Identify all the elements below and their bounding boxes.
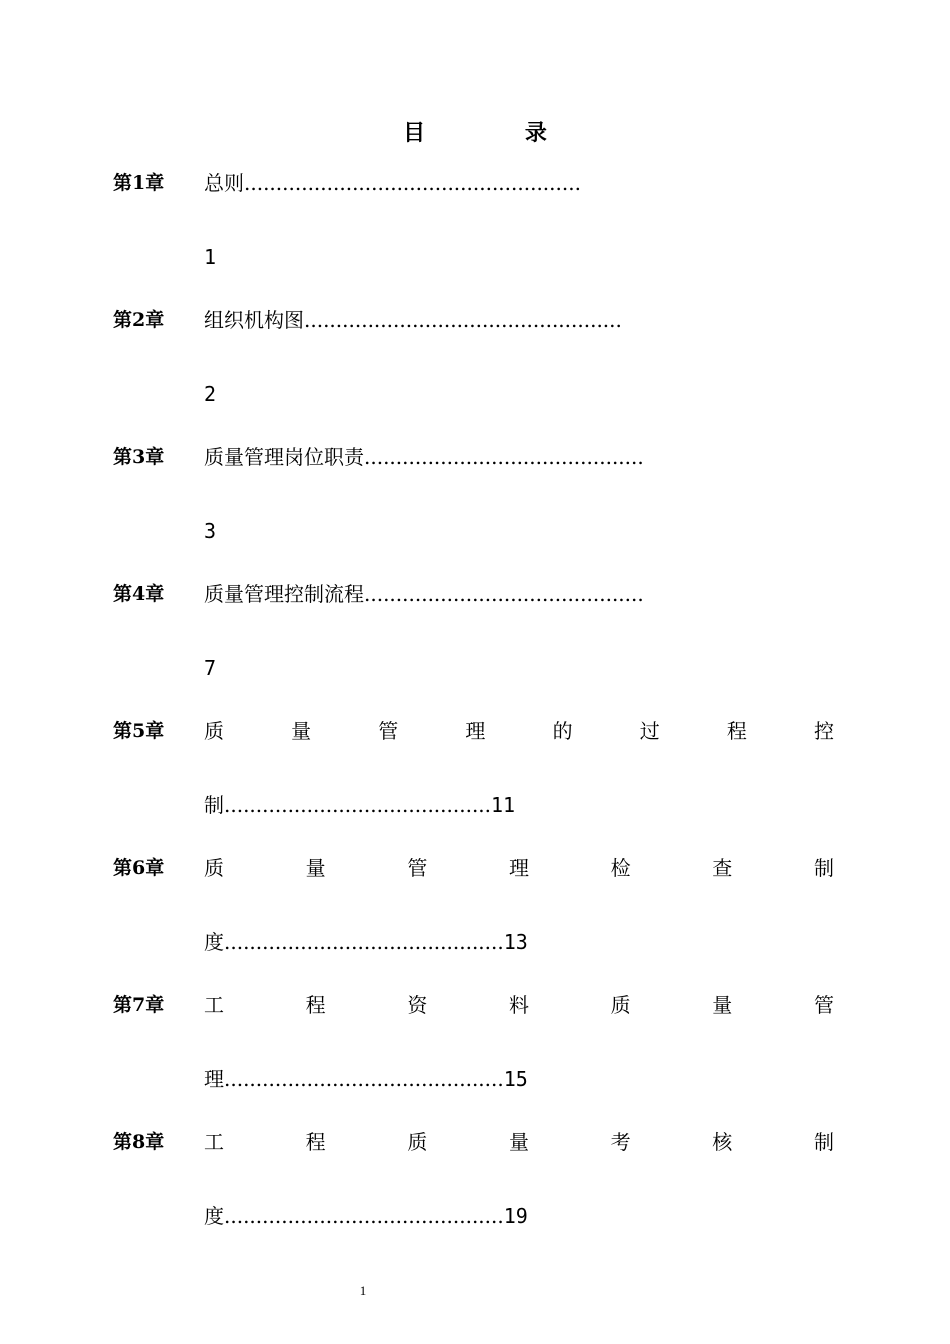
toc-entry-page-line <box>204 244 216 270</box>
chapter-number: 第3章 <box>113 446 165 468</box>
toc-entry-title <box>204 307 842 333</box>
leader-dots: ..................................................... <box>244 171 581 195</box>
toc-entry[interactable] <box>0 855 950 995</box>
toc-entry-page-line <box>204 655 216 681</box>
chapter-number: 第6章 <box>113 857 165 879</box>
chapter-number: 第5章 <box>113 720 165 742</box>
title-text: 总则 <box>204 171 244 195</box>
title-char: 制 <box>813 856 834 880</box>
title-char: 过 <box>639 719 660 743</box>
entry-page-number: 2 <box>204 382 217 406</box>
entry-page-number: 3 <box>204 519 217 543</box>
title-char: 量 <box>291 719 312 743</box>
chapter-number: 第1章 <box>113 172 165 194</box>
toc-entry-page-line <box>204 518 216 544</box>
title-char: 核 <box>712 1130 733 1154</box>
chapter-number: 第2章 <box>113 309 165 331</box>
title-char: 检 <box>610 856 631 880</box>
leader-dots: .................................................. <box>304 308 622 332</box>
leader-dots: ............................................ <box>364 445 644 469</box>
title-char: 量 <box>508 1130 529 1154</box>
toc-entry[interactable] <box>0 1129 950 1269</box>
toc-entry-title <box>204 170 842 196</box>
toc-entry[interactable] <box>0 444 950 584</box>
leader-dots: ............................................ <box>224 1067 504 1091</box>
toc-entry-title <box>204 1129 834 1155</box>
title-char: 管 <box>378 719 399 743</box>
toc-entry-page-line <box>204 929 528 955</box>
toc-entry-page-line <box>204 1066 528 1092</box>
toc-entry-title <box>204 855 834 881</box>
title-char: 质 <box>204 856 224 880</box>
title-char: 程 <box>726 719 747 743</box>
title-char: 质 <box>407 1130 428 1154</box>
title-char: 料 <box>508 993 529 1017</box>
title-text: 质量管理控制流程 <box>204 582 364 606</box>
title-char: 量 <box>712 993 733 1017</box>
toc-entry[interactable] <box>0 992 950 1132</box>
title-char: 量 <box>305 856 326 880</box>
title-char: 度 <box>204 930 224 954</box>
toc-entry-title <box>204 718 834 744</box>
toc-entry-page-line <box>204 1203 528 1229</box>
title-char: 的 <box>552 719 573 743</box>
leader-dots: ............................................ <box>224 1204 504 1228</box>
title-char: 理 <box>508 856 529 880</box>
title-char: 控 <box>813 719 834 743</box>
title-char: 制 <box>813 1130 834 1154</box>
chapter-number: 第8章 <box>113 1131 165 1153</box>
title-char: 程 <box>305 1130 326 1154</box>
entry-page-number: 11 <box>491 793 516 817</box>
entry-page-number: 1 <box>204 245 217 269</box>
title-char: 工 <box>204 993 224 1017</box>
title-char: 工 <box>204 1130 224 1154</box>
toc-entry-page-line <box>204 792 515 818</box>
title-text: 质量管理岗位职责 <box>204 445 364 469</box>
entry-page-number: 15 <box>503 1067 528 1091</box>
title-char: 管 <box>813 993 834 1017</box>
toc-entry-title <box>204 581 842 607</box>
leader-dots: .......................................... <box>224 793 492 817</box>
toc-entry[interactable] <box>0 307 950 447</box>
page-number: 1 <box>359 1283 367 1298</box>
chapter-number: 第7章 <box>113 994 165 1016</box>
title-char: 理 <box>204 1067 224 1091</box>
entry-page-number: 19 <box>503 1204 528 1228</box>
title-char: 理 <box>465 719 486 743</box>
title-char: 度 <box>204 1204 224 1228</box>
toc-title: 目 录 <box>403 120 593 146</box>
title-char: 程 <box>305 993 326 1017</box>
leader-dots: ............................................ <box>364 582 644 606</box>
entry-page-number: 7 <box>204 656 217 680</box>
toc-entry[interactable] <box>0 718 950 858</box>
toc-entry-title <box>204 444 842 470</box>
title-char: 质 <box>610 993 631 1017</box>
title-char: 资 <box>407 993 428 1017</box>
title-char: 考 <box>610 1130 631 1154</box>
title-char: 质 <box>204 719 224 743</box>
leader-dots: ............................................ <box>224 930 504 954</box>
toc-entry-title <box>204 992 834 1018</box>
title-char: 管 <box>407 856 428 880</box>
title-char: 制 <box>204 793 224 817</box>
title-text: 组织机构图 <box>204 308 304 332</box>
title-char: 查 <box>712 856 733 880</box>
toc-entry-page-line <box>204 381 216 407</box>
chapter-number: 第4章 <box>113 583 165 605</box>
entry-page-number: 13 <box>503 930 528 954</box>
toc-entry[interactable] <box>0 170 950 310</box>
toc-entry[interactable] <box>0 581 950 721</box>
